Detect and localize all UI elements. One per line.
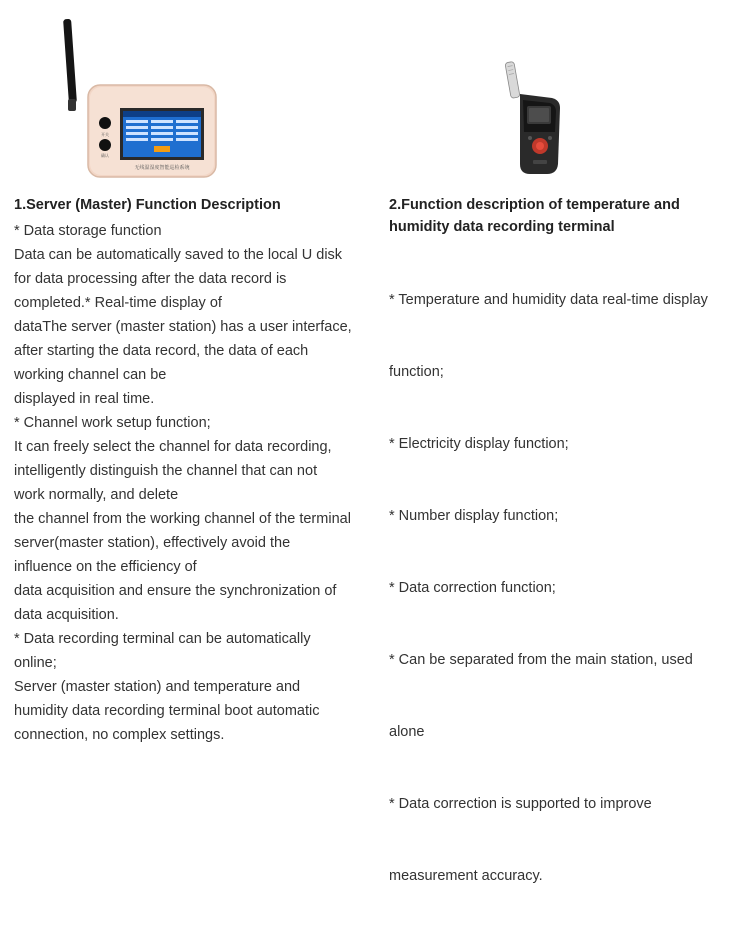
text-line: displayed in real time.	[14, 391, 155, 407]
terminal-device-image	[500, 60, 580, 180]
text-line: the channel from the working channel of the terminal	[14, 511, 351, 527]
text-line: * Temperature and humidity data real-time display	[389, 292, 708, 308]
text-line: It can freely select the channel for data recording,	[14, 439, 332, 455]
text-line: function;	[389, 364, 444, 380]
text-line: connection, no complex settings.	[14, 727, 225, 743]
text-line: alone	[389, 724, 425, 740]
text-line: * Data storage function	[14, 223, 162, 239]
text-line: Data can be automatically saved to the local U disk	[14, 247, 343, 263]
text-line: server(master station), effectively avoid the	[14, 535, 291, 551]
probe-icon	[505, 61, 520, 98]
antenna-icon	[63, 19, 77, 111]
device-caption: 无线温湿度智能巡检系统	[134, 165, 190, 171]
text-line: * Can be separated from the main station, used	[389, 652, 693, 668]
text-line: * Data correction function;	[389, 580, 556, 596]
text-line: completed.* Real-time display of	[14, 295, 222, 311]
text-line: working channel can be	[14, 367, 167, 383]
text-line: influence on the efficiency of	[14, 559, 197, 575]
text-line: for data processing after the data record is	[14, 271, 287, 287]
terminal-heading	[389, 194, 680, 238]
text-line: intelligently distinguish the channel that can not	[14, 463, 318, 479]
text-line: work normally, and delete	[14, 487, 179, 503]
text-line: data acquisition and ensure the synchronization of	[14, 583, 337, 599]
text-line: * Data correction is supported to improve	[389, 796, 652, 812]
text-line: * Data recording terminal can be automatically	[14, 631, 311, 647]
button-label-power: 开关	[101, 132, 109, 137]
text-line: * Electricity display function;	[389, 436, 569, 452]
text-line: * Channel work setup function;	[14, 415, 211, 431]
text-line: online;	[14, 655, 57, 671]
server-heading: 1.Server (Master) Function Description	[14, 197, 281, 213]
text-line: dataThe server (master station) has a user interface,	[14, 319, 352, 335]
text-line: * Number display function;	[389, 508, 559, 524]
text-line: after starting the data record, the data of each	[14, 343, 309, 359]
text-line: Server (master station) and temperature and	[14, 679, 301, 695]
button-label-confirm: 确认	[101, 153, 109, 158]
server-description	[14, 219, 352, 747]
text-line: data acquisition.	[14, 607, 119, 623]
text-line: measurement accuracy.	[389, 868, 543, 884]
text-line: humidity data recording terminal boot automatic	[14, 703, 320, 719]
heading-line: humidity data recording terminal	[389, 219, 615, 235]
heading-line: 2.Function description of temperature and	[389, 197, 680, 213]
terminal-description	[389, 240, 708, 936]
server-device-image	[60, 15, 230, 185]
